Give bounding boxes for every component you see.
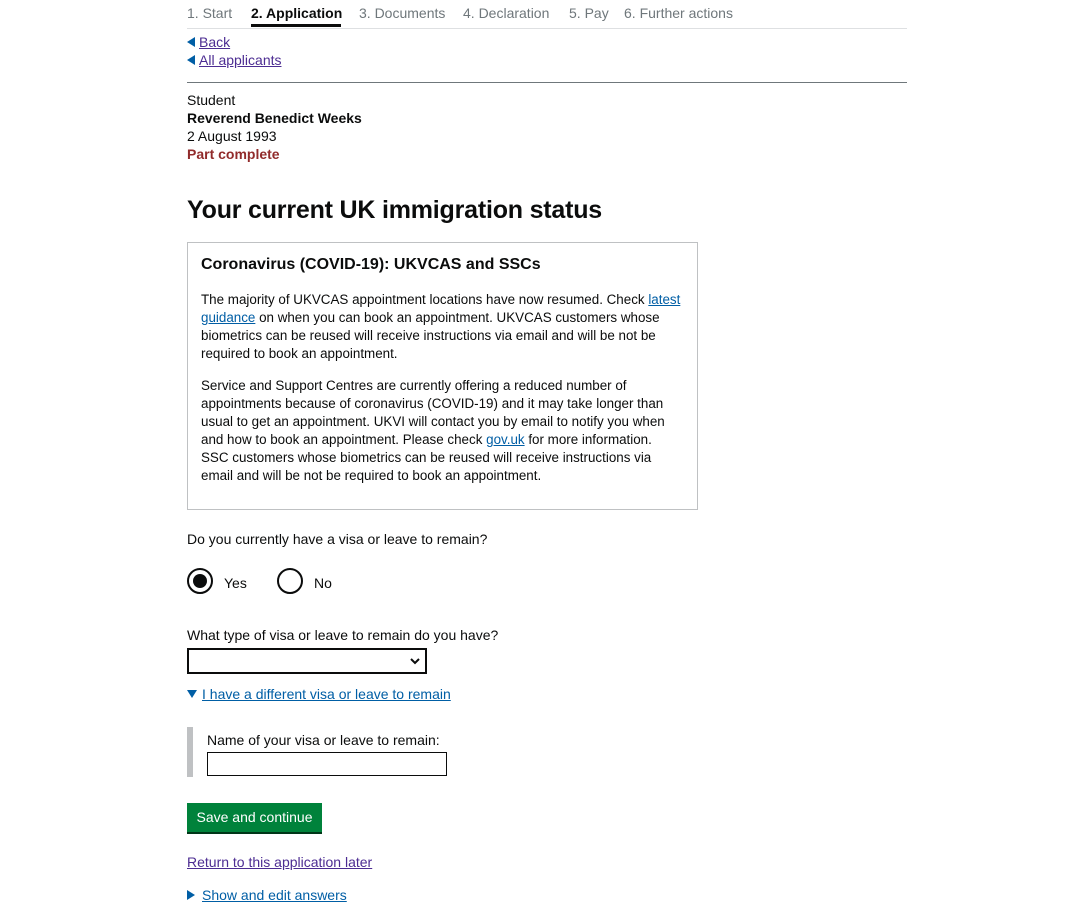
expanded-triangle-icon (187, 690, 197, 698)
different-visa-summary: I have a different visa or leave to remain (202, 686, 451, 702)
step-documents[interactable]: 3. Documents (359, 5, 446, 21)
notice-text: Service and Support Centres are currently offering a reduced number of appointments because of coronavirus (COVID-19) and it may take longer than usual to get an appointment. UKVI will contact you by email to notify you when and how to book an appointment. Please check (201, 378, 665, 447)
page-title: Your current UK immigration status (187, 196, 603, 224)
radio-selected-dot (193, 574, 207, 588)
step-further-actions[interactable]: 6. Further actions (624, 5, 733, 21)
applicant-dob: 2 August 1993 (187, 128, 277, 144)
visa-name-input[interactable] (207, 752, 447, 776)
different-visa-toggle[interactable] (187, 686, 451, 702)
notice-text: The majority of UKVCAS appointment locations have now resumed. Check (201, 292, 649, 307)
visa-type-label: What type of visa or leave to remain do you have? (187, 627, 499, 643)
step-start[interactable]: 1. Start (187, 5, 233, 21)
latest-guidance-link[interactable]: latest guidance (201, 292, 681, 325)
save-and-continue-button[interactable]: Save and continue (187, 803, 322, 832)
notice-text: on when you can book an appointment. UKVCAS customers whose biometrics can be reused will receive instructions via email and will be not be required to book an appointment. (201, 310, 660, 361)
applicant-type: Student (187, 92, 236, 108)
divider (187, 82, 907, 83)
notice-paragraph-1 (201, 291, 681, 363)
visa-type-select[interactable] (187, 648, 427, 674)
notice-text: for more information. SSC customers whose biometrics can be reused will receive instructions via email and will be not be required to book an appointment. (201, 432, 652, 483)
step-application[interactable]: 2. Application (251, 5, 343, 21)
return-later-link[interactable]: Return to this application later (187, 854, 373, 870)
radio-yes-label[interactable]: Yes (224, 575, 247, 591)
collapsed-triangle-icon (187, 890, 195, 900)
application-status: Part complete (187, 146, 280, 162)
chevron-down-icon (409, 655, 421, 667)
step-navigation (187, 0, 907, 29)
notice-paragraph-2 (201, 377, 681, 485)
visa-question-label: Do you currently have a visa or leave to remain? (187, 531, 488, 547)
active-step-indicator (251, 24, 341, 27)
back-arrow-icon (187, 55, 195, 65)
show-answers-label: Show and edit answers (202, 887, 347, 903)
back-link[interactable] (187, 34, 230, 50)
radio-yes[interactable] (187, 568, 213, 594)
covid-notice-panel (187, 242, 698, 510)
notice-heading: Coronavirus (COVID-19): UKVCAS and SSCs (201, 256, 541, 273)
radio-no[interactable] (277, 568, 303, 594)
step-declaration[interactable]: 4. Declaration (463, 5, 550, 21)
inset-bar (187, 727, 193, 777)
gov-uk-link[interactable]: gov.uk (486, 432, 525, 447)
visa-name-label: Name of your visa or leave to remain: (207, 732, 440, 748)
show-answers-toggle[interactable] (187, 887, 347, 903)
radio-no-label[interactable]: No (314, 575, 332, 591)
all-applicants-label: All applicants (199, 52, 282, 68)
all-applicants-link[interactable] (187, 52, 282, 68)
back-link-label: Back (199, 34, 231, 50)
step-pay[interactable]: 5. Pay (569, 5, 609, 21)
back-arrow-icon (187, 37, 195, 47)
applicant-name: Reverend Benedict Weeks (187, 110, 362, 126)
